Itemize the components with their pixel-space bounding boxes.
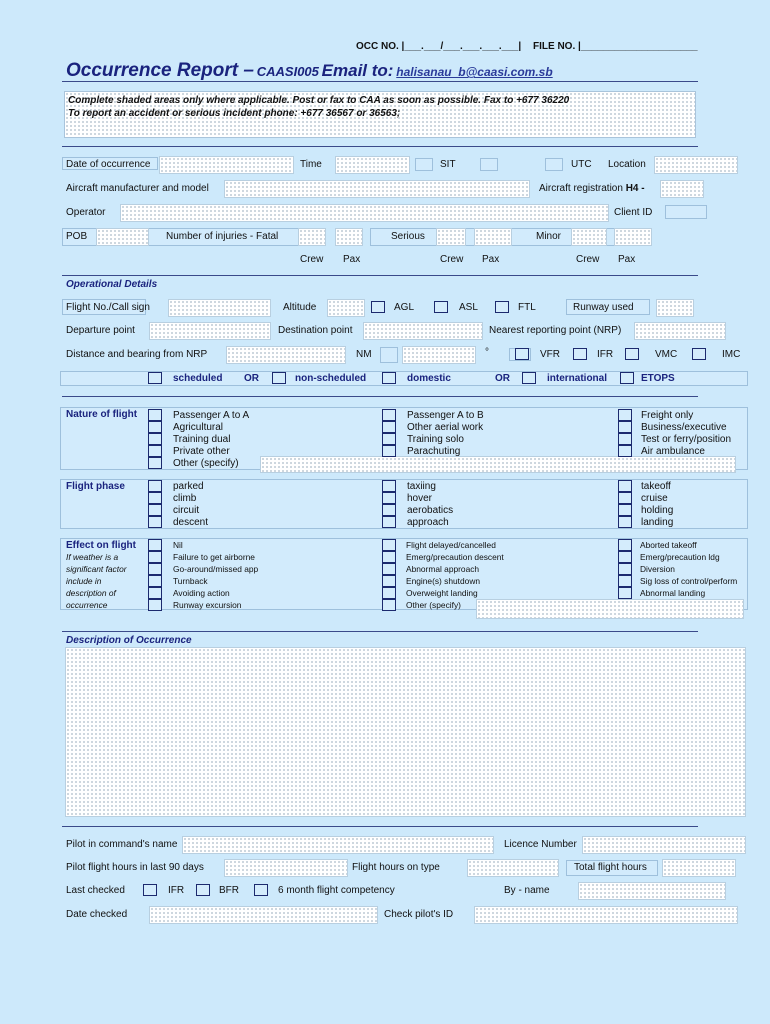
client-id-label: Client ID xyxy=(614,207,653,218)
registration-field[interactable] xyxy=(660,180,704,198)
nature-checkbox[interactable] xyxy=(618,421,632,433)
scheduled-checkbox[interactable] xyxy=(148,372,162,384)
pax-label: Pax xyxy=(618,254,636,265)
divider xyxy=(62,826,698,827)
flight-no-field[interactable] xyxy=(168,299,271,317)
email-label: Email to: xyxy=(321,61,394,80)
effect-option: Runway excursion xyxy=(173,600,242,610)
divider xyxy=(62,81,698,82)
phase-option: hover xyxy=(407,493,433,504)
nature-option: Training solo xyxy=(407,434,464,445)
phase-checkbox[interactable] xyxy=(382,504,396,516)
effect-checkbox[interactable] xyxy=(148,551,162,563)
date-of-occurrence-field[interactable] xyxy=(159,156,294,174)
by-name-field[interactable] xyxy=(578,882,726,900)
date-checked-label: Date checked xyxy=(66,909,128,920)
effect-option: Avoiding action xyxy=(173,588,230,598)
utc-checkbox-box[interactable] xyxy=(545,158,563,171)
nature-checkbox[interactable] xyxy=(148,433,162,445)
ftl-checkbox[interactable] xyxy=(495,301,509,313)
registration-text: Aircraft registration xyxy=(539,183,623,194)
effect-option: Nil xyxy=(173,540,183,550)
effect-checkbox[interactable] xyxy=(382,551,396,563)
fatal-crew-field[interactable] xyxy=(298,228,326,246)
domestic-checkbox[interactable] xyxy=(382,372,396,384)
instructions-line-1: Complete shaded areas only where applicable. Post or fax to CAA as soon as possible. Fax to +677 36220 xyxy=(68,95,570,106)
minor-pax-field[interactable] xyxy=(614,228,652,246)
phase-checkbox[interactable] xyxy=(618,516,632,528)
nature-option: Parachuting xyxy=(407,446,461,457)
date-of-occurrence-label: Date of occurrence xyxy=(66,159,151,170)
pob-field[interactable] xyxy=(96,228,149,246)
divider xyxy=(62,275,698,276)
runway-used-label: Runway used xyxy=(573,302,634,313)
effect-checkbox[interactable] xyxy=(618,551,632,563)
effect-checkbox[interactable] xyxy=(382,599,396,611)
nature-option: Passenger A to B xyxy=(407,410,484,421)
phase-heading: Flight phase xyxy=(66,481,125,492)
pax-label: Pax xyxy=(343,254,361,265)
effect-checkbox[interactable] xyxy=(148,575,162,587)
serious-pax-field[interactable] xyxy=(474,228,512,246)
phase-checkbox[interactable] xyxy=(148,516,162,528)
crew-label: Crew xyxy=(576,254,600,265)
phase-option: climb xyxy=(173,493,197,504)
effect-checkbox[interactable] xyxy=(148,539,162,551)
degree-label: ° xyxy=(485,347,489,358)
crew-label: Crew xyxy=(300,254,324,265)
time-field[interactable] xyxy=(335,156,410,174)
vmc-label: VMC xyxy=(655,349,678,360)
runway-used-field[interactable] xyxy=(656,299,694,317)
scheduled-label: scheduled xyxy=(173,373,223,384)
agl-label: AGL xyxy=(394,302,415,313)
serious-crew-field[interactable] xyxy=(436,228,466,246)
nature-checkbox[interactable] xyxy=(382,433,396,445)
effect-checkbox[interactable] xyxy=(148,563,162,575)
nature-option: Training dual xyxy=(173,434,231,445)
nature-checkbox[interactable] xyxy=(382,445,396,457)
effect-option: Other (specify) xyxy=(406,600,461,610)
last-checked-label: Last checked xyxy=(66,885,125,896)
effect-checkbox[interactable] xyxy=(618,587,632,599)
effect-option: Sig loss of control/perform xyxy=(640,576,738,586)
fatal-pax-field[interactable] xyxy=(335,228,363,246)
effect-option: Emerg/precaution descent xyxy=(406,552,504,562)
nature-checkbox[interactable] xyxy=(148,421,162,433)
nature-option: Test or ferry/position xyxy=(641,434,732,445)
last-checked-bfr-checkbox[interactable] xyxy=(196,884,210,896)
etops-checkbox[interactable] xyxy=(620,372,634,384)
effect-checkbox[interactable] xyxy=(148,587,162,599)
etops-label: ETOPS xyxy=(641,373,675,384)
location-label: Location xyxy=(608,159,646,170)
occ-number: OCC NO. |___.___/___.___.___.___| xyxy=(356,41,522,52)
nature-option: Private other xyxy=(173,446,230,457)
phase-checkbox[interactable] xyxy=(148,504,162,516)
effect-checkbox[interactable] xyxy=(382,587,396,599)
date-checked-field[interactable] xyxy=(149,906,378,924)
operational-heading: Operational Details xyxy=(66,279,158,290)
nature-option: Other (specify) xyxy=(173,458,239,469)
title-main: Occurrence Report – xyxy=(66,60,254,81)
vmc-checkbox[interactable] xyxy=(625,348,639,360)
altitude-label: Altitude xyxy=(283,302,317,313)
check-pilot-id-label: Check pilot's ID xyxy=(384,909,454,920)
sit-label: SIT xyxy=(440,159,456,170)
hours-90-label: Pilot flight hours in last 90 days xyxy=(66,862,204,873)
manufacturer-label: Aircraft manufacturer and model xyxy=(66,183,209,194)
effect-option: Abnormal landing xyxy=(640,588,706,598)
location-field[interactable] xyxy=(654,156,738,174)
nature-option: Agricultural xyxy=(173,422,224,433)
nature-checkbox[interactable] xyxy=(148,445,162,457)
crew-label: Crew xyxy=(440,254,464,265)
instructions-line-2: To report an accident or serious incident phone: +677 36567 or 36563; xyxy=(68,108,401,119)
effect-option: Overweight landing xyxy=(406,588,478,598)
bearing-field[interactable] xyxy=(402,346,476,364)
pilot-in-command-label: Pilot in command's name xyxy=(66,839,178,850)
effect-heading: Effect on flight xyxy=(66,540,136,551)
utc-checkbox[interactable] xyxy=(480,158,498,171)
total-hours-label: Total flight hours xyxy=(574,862,647,873)
description-heading: Description of Occurrence xyxy=(66,635,192,646)
imc-label: IMC xyxy=(722,349,741,360)
phase-option: holding xyxy=(641,505,674,516)
operator-field[interactable] xyxy=(120,204,609,222)
nature-checkbox[interactable] xyxy=(618,433,632,445)
utc-label: UTC xyxy=(571,159,592,170)
description-textarea[interactable] xyxy=(65,647,746,817)
operator-label: Operator xyxy=(66,207,106,218)
phase-checkbox[interactable] xyxy=(148,492,162,504)
asl-label: ASL xyxy=(459,302,478,313)
last-checked-ifr-checkbox[interactable] xyxy=(143,884,157,896)
phase-option: descent xyxy=(173,517,209,528)
pob-label: POB xyxy=(66,231,88,242)
effect-checkbox[interactable] xyxy=(382,539,396,551)
phase-option: landing xyxy=(641,517,674,528)
nature-checkbox[interactable] xyxy=(382,421,396,433)
hours-on-type-field[interactable] xyxy=(467,859,559,877)
effect-note: If weather is a xyxy=(66,552,119,562)
non-scheduled-checkbox[interactable] xyxy=(272,372,286,384)
registration-label xyxy=(539,183,645,195)
departure-field[interactable] xyxy=(149,322,271,340)
distance-label: Distance and bearing from NRP xyxy=(66,349,208,360)
nm-box xyxy=(380,347,398,363)
nature-option: Business/executive xyxy=(641,422,727,433)
nature-checkbox[interactable] xyxy=(148,409,162,421)
nature-option: Passenger A to A xyxy=(173,410,250,421)
phase-checkbox[interactable] xyxy=(382,480,396,492)
manufacturer-field[interactable] xyxy=(224,180,530,198)
divider xyxy=(62,631,698,632)
nature-option: Air ambulance xyxy=(641,446,705,457)
effect-option: Engine(s) shutdown xyxy=(406,576,481,586)
ifr-checkbox[interactable] xyxy=(573,348,587,360)
nm-label: NM xyxy=(356,349,372,360)
time-label: Time xyxy=(300,159,322,170)
nature-checkbox[interactable] xyxy=(618,445,632,457)
effect-option: Go-around/missed app xyxy=(173,564,259,574)
phase-option: aerobatics xyxy=(407,505,454,516)
nature-checkbox[interactable] xyxy=(148,457,162,469)
licence-number-field[interactable] xyxy=(582,836,746,854)
destination-label: Destination point xyxy=(278,325,353,336)
destination-field[interactable] xyxy=(363,322,483,340)
effect-checkbox[interactable] xyxy=(618,539,632,551)
nearest-point-field[interactable] xyxy=(634,322,726,340)
pax-label: Pax xyxy=(482,254,500,265)
effect-checkbox[interactable] xyxy=(382,563,396,575)
phase-option: cruise xyxy=(641,493,668,504)
minor-label: Minor xyxy=(536,231,562,242)
six-month-label: 6 month flight competency xyxy=(278,885,395,896)
six-month-checkbox[interactable] xyxy=(254,884,268,896)
agl-checkbox[interactable] xyxy=(371,301,385,313)
hours-on-type-label: Flight hours on type xyxy=(352,862,440,873)
phase-option: approach xyxy=(407,517,449,528)
nature-option: Freight only xyxy=(641,410,694,421)
effect-other-field[interactable] xyxy=(476,599,744,619)
phase-checkbox[interactable] xyxy=(618,492,632,504)
effect-option: Failure to get airborne xyxy=(173,552,255,562)
phase-checkbox[interactable] xyxy=(618,504,632,516)
nearest-point-label: Nearest reporting point (NRP) xyxy=(489,325,622,336)
departure-label: Departure point xyxy=(66,325,135,336)
pilot-in-command-field[interactable] xyxy=(182,836,494,854)
effect-note: include in xyxy=(66,576,102,586)
registration-prefix: H4 - xyxy=(625,183,645,194)
effect-option: Turnback xyxy=(173,576,208,586)
vfr-label: VFR xyxy=(540,349,560,360)
imc-checkbox[interactable] xyxy=(692,348,706,360)
total-hours-field[interactable] xyxy=(662,859,736,877)
domestic-label: domestic xyxy=(407,373,451,384)
nature-heading: Nature of flight xyxy=(66,409,138,420)
serious-label: Serious xyxy=(391,231,425,242)
divider xyxy=(62,396,698,397)
phase-option: circuit xyxy=(173,505,200,516)
last-checked-bfr-label: BFR xyxy=(219,885,239,896)
email-link[interactable]: halisanau_b@caasi.com.sb xyxy=(396,65,553,79)
phase-checkbox[interactable] xyxy=(382,516,396,528)
effect-note: occurrence xyxy=(66,600,108,610)
nature-checkbox[interactable] xyxy=(382,409,396,421)
by-name-label: By - name xyxy=(504,885,550,896)
effect-option: Diversion xyxy=(640,564,675,574)
phase-checkbox[interactable] xyxy=(618,480,632,492)
phase-option: takeoff xyxy=(641,481,671,492)
last-checked-ifr-label: IFR xyxy=(168,885,185,896)
distance-field[interactable] xyxy=(226,346,346,364)
ifr-label: IFR xyxy=(597,349,614,360)
effect-option: Emerg/precaution ldg xyxy=(640,552,720,562)
nature-other-field[interactable] xyxy=(260,456,736,473)
effect-checkbox[interactable] xyxy=(618,575,632,587)
client-id-field[interactable] xyxy=(665,205,707,219)
ftl-label: FTL xyxy=(518,302,536,313)
file-number: FILE NO. |_____________________ xyxy=(533,41,698,52)
nature-option: Other aerial work xyxy=(407,422,484,433)
flight-no-label: Flight No./Call sign xyxy=(66,302,150,313)
or-label: OR xyxy=(244,373,259,384)
phase-option: taxiing xyxy=(407,481,436,492)
divider xyxy=(62,146,698,147)
hours-90-field[interactable] xyxy=(224,859,348,877)
check-pilot-id-field[interactable] xyxy=(474,906,738,924)
phase-option: parked xyxy=(173,481,204,492)
international-label: international xyxy=(547,373,608,384)
form-code: CAASI005 xyxy=(256,64,319,79)
asl-checkbox[interactable] xyxy=(434,301,448,313)
effect-checkbox[interactable] xyxy=(148,599,162,611)
altitude-field[interactable] xyxy=(327,299,365,317)
effect-note: description of xyxy=(66,588,116,598)
effect-option: Aborted takeoff xyxy=(640,540,697,550)
phase-checkbox[interactable] xyxy=(382,492,396,504)
injuries-fatal-label: Number of injuries - Fatal xyxy=(166,231,279,242)
sit-checkbox[interactable] xyxy=(415,158,433,171)
effect-note: significant factor xyxy=(66,564,127,574)
effect-option: Flight delayed/cancelled xyxy=(406,540,496,550)
effect-checkbox[interactable] xyxy=(618,563,632,575)
effect-option: Abnormal approach xyxy=(406,564,480,574)
nature-checkbox[interactable] xyxy=(618,409,632,421)
non-scheduled-label: non-scheduled xyxy=(295,373,367,384)
or-label: OR xyxy=(495,373,510,384)
international-checkbox[interactable] xyxy=(522,372,536,384)
phase-checkbox[interactable] xyxy=(148,480,162,492)
effect-checkbox[interactable] xyxy=(382,575,396,587)
licence-number-label: Licence Number xyxy=(504,839,577,850)
vfr-checkbox[interactable] xyxy=(515,348,529,360)
minor-crew-field[interactable] xyxy=(571,228,607,246)
